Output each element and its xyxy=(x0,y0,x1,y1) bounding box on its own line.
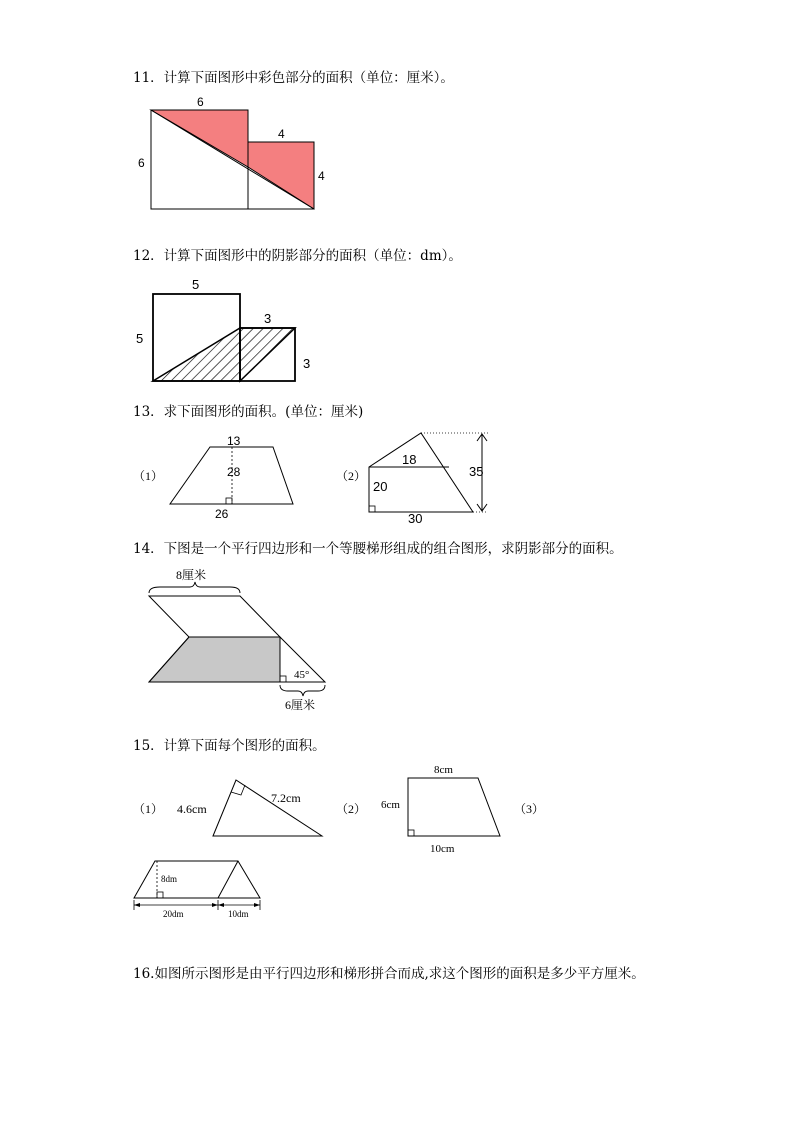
q14-top-label: 8厘米 xyxy=(176,568,207,582)
q14-right-angle xyxy=(280,676,286,682)
q11-figure xyxy=(133,92,333,212)
q15-fig1-left: 4.6cm xyxy=(177,802,207,816)
q15-figure-1 xyxy=(133,775,333,845)
q13-figure-2 xyxy=(336,428,506,528)
q14-bottom-label: 6厘米 xyxy=(285,698,316,712)
q15-fig2-right-angle xyxy=(408,830,414,836)
question-13-text: 13．求下面图形的面积。(单位：厘米) xyxy=(133,404,364,420)
q13-fig1-top: 13 xyxy=(227,434,241,448)
q13-fig1-bottom: 26 xyxy=(215,507,229,521)
q15-fig2-top: 8cm xyxy=(434,764,453,776)
q11-label-mid: 4 xyxy=(278,127,285,141)
q12-figure xyxy=(133,270,323,390)
q12-label-mid: 3 xyxy=(264,311,272,326)
q12-label-top: 5 xyxy=(192,277,200,292)
question-14-text: 14．下图是一个平行四边形和一个等腰梯形组成的组合图形，求阴影部分的面积。 xyxy=(133,541,623,557)
q13-figure-1 xyxy=(133,430,313,520)
q15-fig2-left: 6cm xyxy=(381,799,400,811)
q15-fig3-diagonal xyxy=(218,861,238,898)
q15-fig2-bottom: 10cm xyxy=(430,843,455,855)
q13-fig1-number: （1） xyxy=(133,469,164,483)
q11-label-top: 6 xyxy=(197,95,204,109)
q15-trapezoid xyxy=(408,778,500,836)
q13-fig1-height: 28 xyxy=(227,465,241,479)
q15-figure-3 xyxy=(130,855,270,925)
q15-fig3-number: （3） xyxy=(514,802,545,816)
q13-fig1-right-angle xyxy=(226,498,232,504)
q13-fig2-left: 20 xyxy=(373,479,388,494)
q14-angle-label: 45° xyxy=(294,669,310,681)
q15-fig2-number: （2） xyxy=(336,802,367,816)
q14-top-brace xyxy=(149,582,240,593)
q12-shaded-left xyxy=(153,328,240,381)
q11-label-left: 6 xyxy=(138,156,145,170)
q13-fig2-number: （2） xyxy=(336,469,367,483)
q15-fig1-right: 7.2cm xyxy=(271,791,301,805)
q12-shaded-right xyxy=(240,328,295,381)
question-11-text: 11．计算下面图形中彩色部分的面积（单位：厘米）。 xyxy=(133,70,454,86)
q14-figure xyxy=(140,565,340,715)
q15-fig3-arrow-2 xyxy=(212,903,218,907)
q13-fig2-shape xyxy=(369,433,473,512)
q15-fig3-height: 8dm xyxy=(161,874,178,884)
q13-fig2-right: 35 xyxy=(469,464,484,479)
q15-fig3-base2: 10dm xyxy=(228,909,249,919)
q14-bottom-brace xyxy=(280,685,325,696)
q13-fig2-bottom: 30 xyxy=(408,511,423,526)
q15-fig3-arrow-1 xyxy=(134,903,140,907)
q15-fig3-arrow-4 xyxy=(254,903,260,907)
q15-fig1-number: （1） xyxy=(133,802,164,816)
q15-fig3-base1: 20dm xyxy=(163,909,184,919)
question-12-text: 12．计算下面图形中的阴影部分的面积（单位：dm）。 xyxy=(133,248,462,264)
q15-fig3-shape xyxy=(134,861,260,898)
q12-label-left: 5 xyxy=(136,331,144,346)
q15-fig3-arrow-3 xyxy=(218,903,224,907)
question-16-text: 16.如图所示图形是由平行四边形和梯形拼合而成,求这个图形的面积是多少平方厘米。 xyxy=(133,966,645,982)
q15-figure-2 xyxy=(336,760,566,855)
q13-fig2-right-angle xyxy=(369,506,375,512)
q14-parallelogram xyxy=(149,596,280,637)
q13-fig2-mid: 18 xyxy=(402,452,417,467)
q12-label-right: 3 xyxy=(303,356,311,371)
q15-triangle xyxy=(213,780,322,836)
q11-label-right: 4 xyxy=(318,169,325,183)
q15-fig3-right-angle xyxy=(157,892,163,898)
question-15-text: 15．计算下面每个图形的面积。 xyxy=(133,738,326,754)
